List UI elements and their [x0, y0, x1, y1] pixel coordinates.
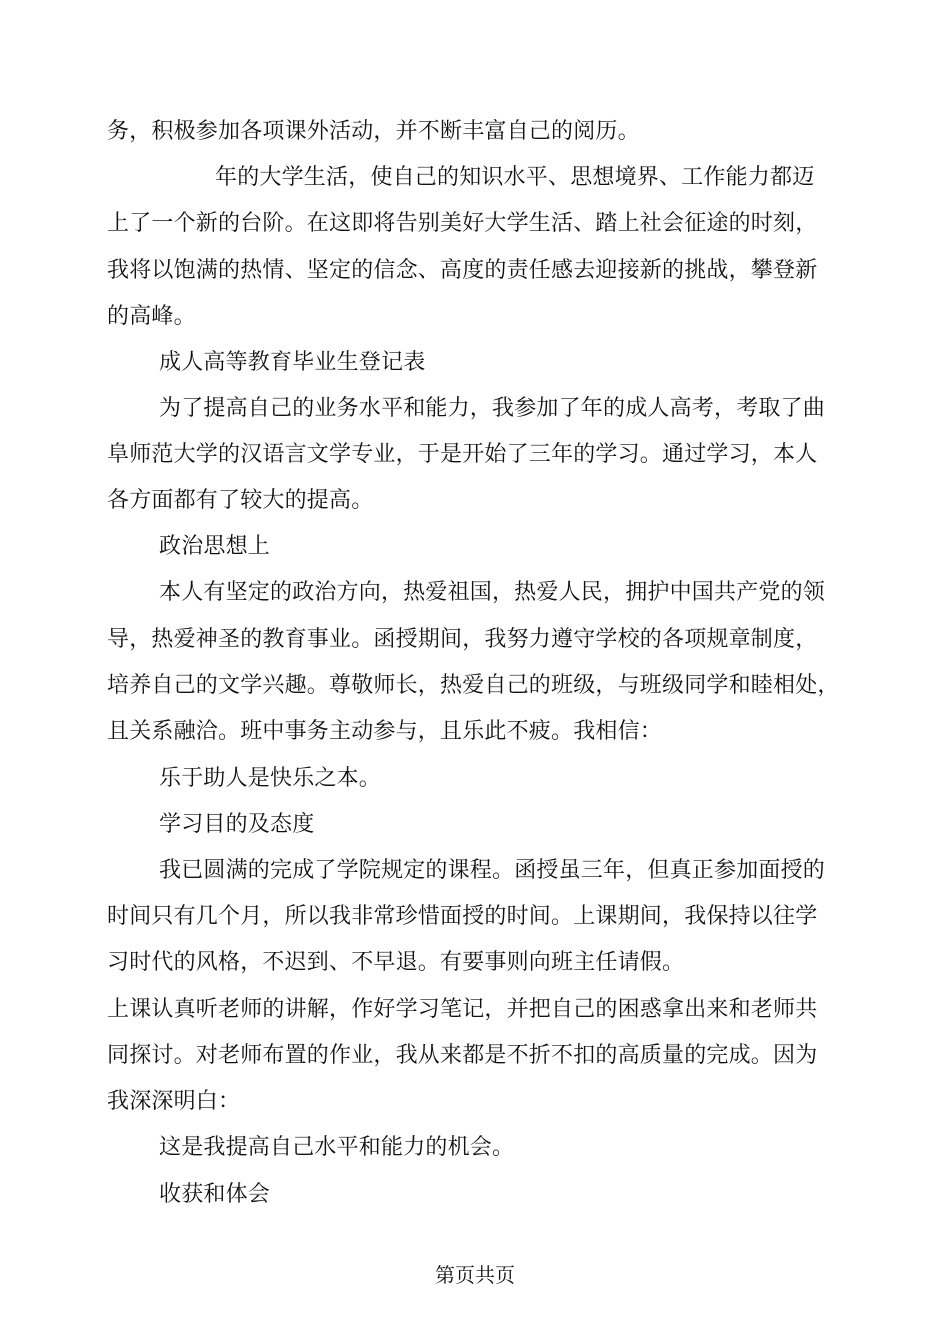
body-text-line: 为了提高自己的业务水平和能力，我参加了年的成人高考，考取了曲	[159, 396, 826, 421]
body-text-line: 本人有坚定的政治方向，热爱祖国，热爱人民，拥护中国共产党的领	[159, 580, 826, 605]
body-text-line: 上了一个新的台阶。在这即将告别美好大学生活、踏上社会征途的时刻，	[107, 211, 818, 236]
body-text-line: 这是我提高自己水平和能力的机会。	[159, 1135, 515, 1160]
body-text-line: 我已圆满的完成了学院规定的课程。函授虽三年，但真正参加面授的	[159, 858, 826, 883]
body-text-line: 我将以饱满的热情、坚定的信念、高度的责任感去迎接新的挑战，攀登新	[107, 258, 818, 283]
body-text-line: 且关系融洽。班中事务主动参与，且乐此不疲。我相信：	[107, 719, 663, 744]
body-text-line: 培养自己的文学兴趣。尊敬师长，热爱自己的班级，与班级同学和睦相处，	[107, 673, 840, 698]
body-text-line: 阜师范大学的汉语言文学专业，于是开始了三年的学习。通过学习，本人	[107, 442, 818, 467]
body-text-line: 年的大学生活，使自己的知识水平、思想境界、工作能力都迈	[215, 165, 815, 190]
body-text-line: 同探讨。对老师布置的作业，我从来都是不折不扣的高质量的完成。因为	[107, 1043, 818, 1068]
section-heading: 收获和体会	[159, 1182, 271, 1207]
body-text-line: 上课认真听老师的讲解，作好学习笔记，并把自己的困惑拿出来和老师共	[107, 997, 818, 1022]
body-text-line: 时间只有几个月，所以我非常珍惜面授的时间。上课期间，我保持以往学	[107, 904, 818, 929]
body-text-line: 各方面都有了较大的提高。	[107, 488, 374, 513]
section-heading: 成人高等教育毕业生登记表	[159, 350, 426, 375]
section-heading: 政治思想上	[159, 534, 271, 559]
body-text-line: 导，热爱神圣的教育事业。函授期间，我努力遵守学校的各项规章制度，	[107, 627, 818, 652]
page-footer: 第页共页	[435, 1263, 515, 1287]
body-text-line: 务，积极参加各项课外活动，并不断丰富自己的阅历。	[107, 119, 640, 144]
body-text-line: 的高峰。	[107, 304, 196, 329]
body-text-line: 乐于助人是快乐之本。	[159, 766, 382, 791]
body-text-line: 我深深明白：	[107, 1089, 241, 1114]
section-heading: 学习目的及态度	[159, 812, 315, 837]
body-text-line: 习时代的风格，不迟到、不早退。有要事则向班主任请假。	[107, 950, 685, 975]
